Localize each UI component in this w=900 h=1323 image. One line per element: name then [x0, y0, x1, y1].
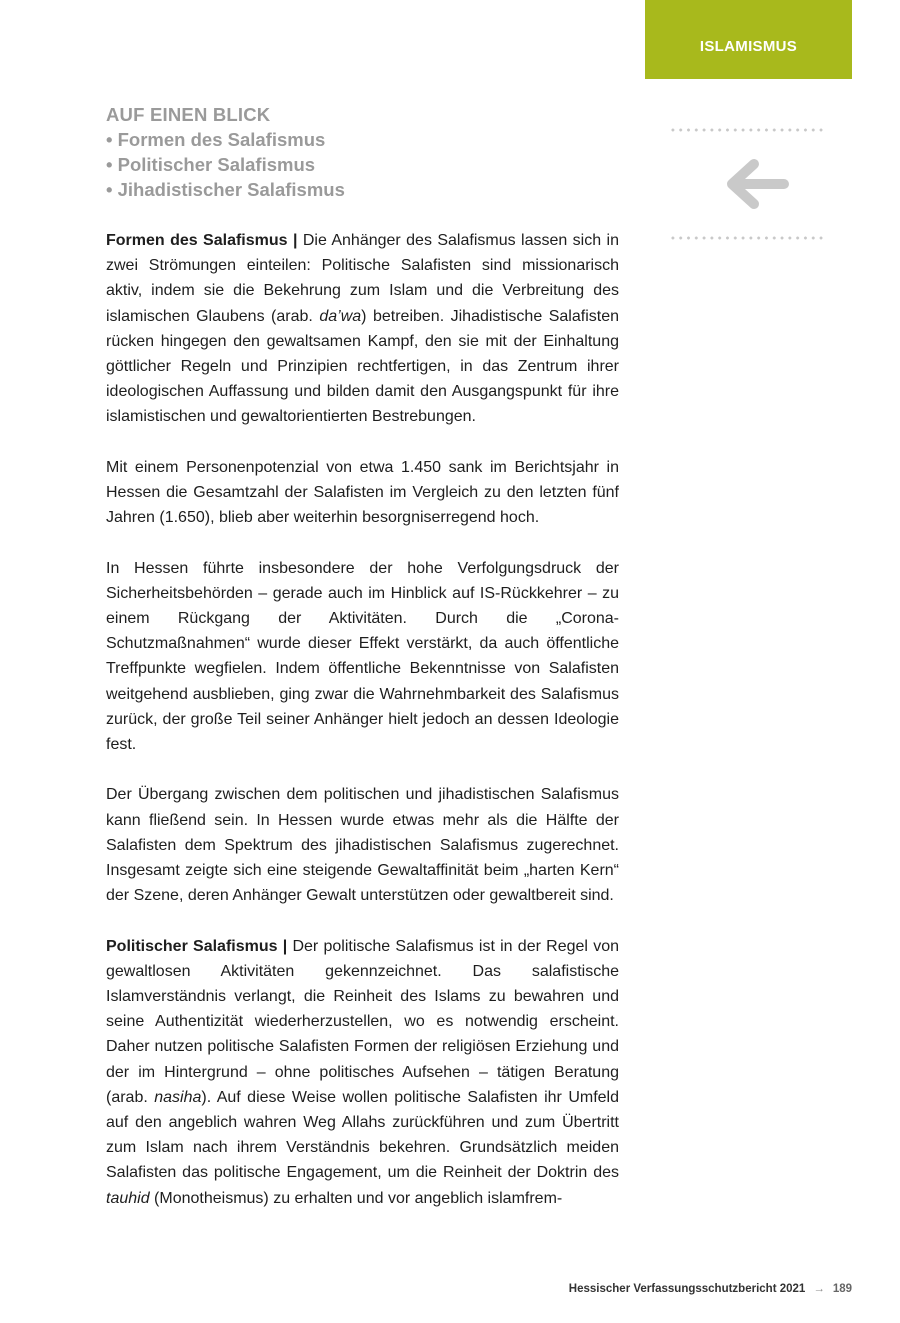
- body-text: [106, 228, 619, 1236]
- paragraph: [106, 782, 619, 908]
- paragraph-text: Die Anhänger des Salafismus lassen sich in zwei Strömungen einteilen: Politische Salafisten sind missionarisch aktiv, indem sie die Bekehrung zum Islam und die Verbreitung des islamischen Glaubens (arab.: [106, 232, 619, 325]
- paragraph-text: In Hessen führte insbesondere der hohe Verfolgungsdruck der Sicherheitsbehörden – gerade auch im Hinblick auf IS-Rückkehrer – zu einem Rückgang der Aktivitäten. Durch die „Corona-Schutzmaßnahmen“ wurde dieser Effekt verstärkt, da auch öffentliche Treffpunkte wegfielen. Indem öffentliche Bekenntnisse von Salafisten weitgehend ausblieben, ging zwar die Wahrnehmbarkeit des Salafismus zurück, der große Teil seiner Anhänger hielt jedoch an dessen Ideologie fest.: [106, 559, 619, 754]
- paragraph-text: ) betreiben. Jihadistische Salafisten rücken hingegen den gewaltsamen Kampf, den sie mit der Einhaltung göttlicher Regeln und Prinzipien rechtfertigen, in das Zentrum ihrer ideologischen Auffassung und bilden damit den Ausgangspunkt für ihre islamistischen und gewaltorientierten Bestrebungen.: [106, 307, 619, 426]
- glance-item: • Jihadistischer Salafismus: [106, 177, 626, 202]
- paragraph-text: Der Übergang zwischen dem politischen und jihadistischen Salafismus kann fließend sein. In Hessen wurde etwas mehr als die Hälfte der Salafisten dem Spektrum des jihadistischen Salafismus zugerechnet. Insgesamt zeigte sich eine steigende Gewaltaffinität beim „harten Kern“ der Szene, deren Anhänger Gewalt unterstützen oder gewaltbereit sind.: [106, 786, 619, 905]
- glance-item: • Politischer Salafismus: [106, 152, 626, 177]
- paragraph: [106, 455, 619, 531]
- paragraph-emphasis: nasiha: [154, 1088, 202, 1106]
- paragraph-emphasis: da’wa: [319, 307, 362, 325]
- dotted-divider-bottom: [669, 236, 825, 240]
- at-a-glance-box: [106, 102, 626, 202]
- paragraph-text: Mit einem Personenpotenzial von etwa 1.450 sank im Berichtsjahr in Hessen die Gesamtzahl der Salafisten im Vergleich zu den letzten fünf Jahren (1.650), blieb aber weiterhin besorgniserregend hoch.: [106, 458, 619, 527]
- report-title: Hessischer Verfassungsschutzbericht 2021: [568, 1283, 806, 1295]
- paragraph-lead: Formen des Salafismus |: [106, 232, 298, 249]
- page-number: 189: [832, 1283, 852, 1295]
- arrow-left-icon[interactable]: [726, 158, 790, 210]
- page-footer: [540, 1280, 852, 1298]
- paragraph-text: ). Auf diese Weise wollen politische Salafisten ihr Umfeld auf den angeblich wahren Weg Allahs zurückführen und zum Übertritt zum Islam nach ihrem Verständnis bekehren. Grundsätzlich meiden Salafisten das politische Engagement, um die Reinheit der Doktrin des: [106, 1088, 619, 1182]
- paragraph-emphasis: tauhid: [106, 1189, 150, 1207]
- dotted-divider-top: [669, 128, 825, 132]
- paragraph: [106, 228, 619, 430]
- paragraph-text: Der politische Salafismus ist in der Regel von gewaltlosen Aktivitäten gekennzeichnet. Das salafistische Islamverständnis verlangt, die Reinheit des Islams zu bewahren und seine Authentizität wiederherzustellen, wo es notwendig erscheint. Daher nutzen politische Salafisten Formen der religiösen Erziehung und der im Hintergrund – ohne politisches Aufsehen – tätigen Beratung (arab.: [106, 937, 619, 1106]
- page-arrow-icon: →: [813, 1283, 825, 1295]
- glance-heading: AUF EINEN BLICK: [106, 104, 271, 125]
- section-tab[interactable]: ISLAMISMUS: [645, 0, 852, 79]
- paragraph: [106, 556, 619, 758]
- paragraph: [106, 934, 619, 1211]
- glance-item: • Formen des Salafismus: [106, 127, 626, 152]
- paragraph-lead: Politischer Salafismus |: [106, 937, 288, 955]
- paragraph-text: (Monotheismus) zu erhalten und vor angeblich islamfrem-: [149, 1189, 563, 1207]
